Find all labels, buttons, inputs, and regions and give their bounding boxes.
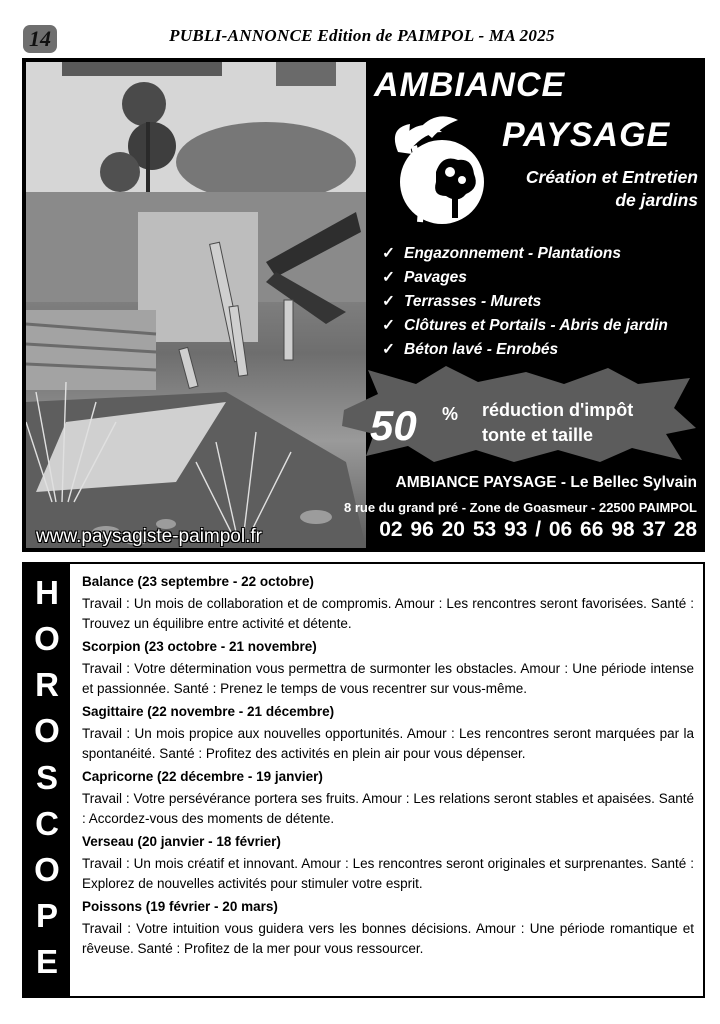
- palm-tree-sun-logo-icon: [380, 110, 490, 235]
- check-icon: ✓: [382, 245, 395, 262]
- service-item: ✓ Béton lavé - Enrobés: [382, 338, 668, 362]
- service-item: ✓ Engazonnement - Plantations: [382, 242, 668, 266]
- sign-title: Poissons (19 février - 20 mars): [82, 899, 278, 914]
- title-letter: P: [35, 896, 58, 934]
- title-letter: H: [35, 574, 59, 611]
- tagline-line1: Création et Entretien: [525, 167, 698, 187]
- sign-text: Travail : Votre intuition vous guidera vers les bonnes décisions. Amour : Une période romantique et rêveuse. Santé : Profitez de la mer pour vous ressourcer.: [82, 921, 694, 956]
- sign-entry-poissons: [82, 897, 694, 958]
- sign-text: Travail : Un mois propice aux nouvelles opportunités. Amour : Les rencontres seront marquées par la spontanéité. Santé : Profitez des activités en plein air pour vous dépenser.: [82, 726, 694, 761]
- sign-text: Travail : Votre détermination vous permettra de surmonter les obstacles. Amour : Une période intense et passionnée. Santé : Prenez le temps de vous recentrer sur vous-même.: [82, 661, 694, 696]
- contact-address: 8 rue du grand pré - Zone de Goasmeur - 22500 PAIMPOL: [343, 500, 697, 515]
- sign-entry-scorpion: [82, 637, 694, 698]
- sign-text: Travail : Votre persévérance portera ses fruits. Amour : Les relations seront stables et apaisées. Santé : Accordez-vous des moments de détente.: [82, 791, 694, 826]
- promo-percent: %: [442, 404, 459, 424]
- service-item: ✓ Terrasses - Murets: [382, 290, 668, 314]
- promo-text: réduction d'impôt tonte et taille: [482, 400, 634, 445]
- contact-phones[interactable]: 02 96 20 53 93 / 06 66 98 37 28: [379, 518, 697, 541]
- service-item: ✓ Pavages: [382, 266, 668, 290]
- sign-title: Scorpion (23 octobre - 21 novembre): [82, 639, 317, 654]
- service-item: ✓ Clôtures et Portails - Abris de jardin: [382, 314, 668, 338]
- title-letter: O: [34, 850, 60, 888]
- website-link[interactable]: www.paysagiste-paimpol.fr: [36, 526, 262, 547]
- horoscope-vertical-title: [24, 564, 70, 996]
- check-icon: ✓: [382, 293, 395, 310]
- services-list: [382, 242, 668, 362]
- sign-title: Capricorne (22 décembre - 19 janvier): [82, 769, 323, 784]
- advertisement: [22, 58, 705, 552]
- sign-text: Travail : Un mois de collaboration et de compromis. Amour : Les rencontres seront favorisées. Santé : Trouvez un équilibre entre activité et détente.: [82, 596, 694, 631]
- check-icon: ✓: [382, 317, 395, 334]
- sign-entry-sagittaire: [82, 702, 694, 763]
- title-letter: O: [34, 712, 60, 750]
- page-header-title: PUBLI-ANNONCE Edition de PAIMPOL - MA 2025: [169, 26, 555, 45]
- sign-entry-verseau: [82, 832, 694, 893]
- title-letter: C: [35, 804, 59, 842]
- page-number: 14: [23, 25, 57, 53]
- tagline: [482, 166, 698, 212]
- check-icon: ✓: [382, 341, 395, 358]
- promo-number: 50: [370, 402, 417, 449]
- horoscope-entries: [82, 572, 694, 962]
- check-icon: ✓: [382, 269, 395, 286]
- sign-title: Sagittaire (22 novembre - 21 décembre): [82, 704, 335, 719]
- sign-entry-capricorne: [82, 767, 694, 828]
- sign-text: Travail : Un mois créatif et innovant. Amour : Les rencontres seront originales et surprenantes. Santé : Explorez de nouvelles activités pour stimuler votre esprit.: [82, 856, 694, 891]
- contact-name: AMBIANCE PAYSAGE - Le Bellec Sylvain: [395, 474, 697, 491]
- sign-title: Balance (23 septembre - 22 octobre): [82, 574, 314, 589]
- brand-name-line2: PAYSAGE: [502, 116, 671, 154]
- title-letter: S: [35, 758, 58, 796]
- tagline-line2: de jardins: [615, 190, 698, 210]
- brand-name-line1: AMBIANCE: [374, 66, 566, 104]
- title-letter: E: [35, 943, 58, 980]
- title-letter: O: [34, 620, 60, 658]
- sign-title: Verseau (20 janvier - 18 février): [82, 834, 281, 849]
- title-letter: R: [35, 666, 59, 704]
- horoscope-section: [22, 562, 705, 998]
- sign-entry-balance: [82, 572, 694, 633]
